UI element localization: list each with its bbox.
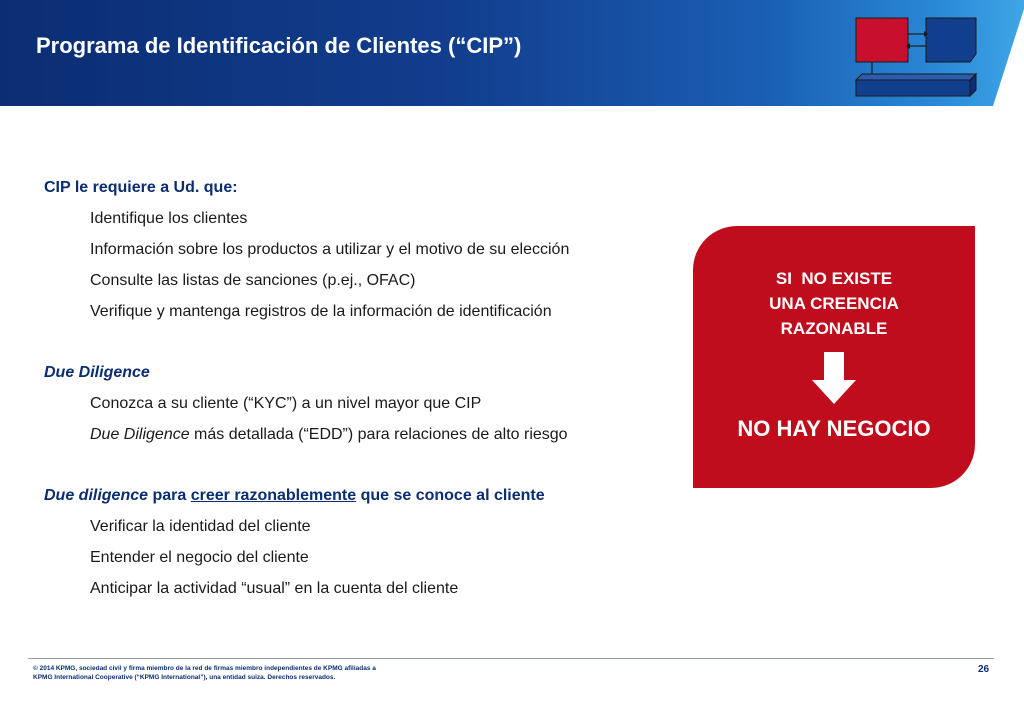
footer-divider <box>28 658 994 659</box>
footer-copyright: © 2014 KPMG, sociedad civil y firma miembro de la red de firmas miembro independientes de KPMG afiliadas a KPMG International Cooperative (“KPMG International”), una entidad suiza. Derechos reservados. <box>33 665 376 681</box>
list-item: Verifique y mantenga registros de la información de identificación <box>90 303 552 320</box>
list-item: Anticipar la actividad “usual” en la cuenta del cliente <box>90 580 459 597</box>
list-item: Conozca a su cliente (“KYC”) a un nivel mayor que CIP <box>90 395 482 412</box>
list-item: Información sobre los productos a utilizar y el motivo de su elección <box>90 241 570 258</box>
page-title: Programa de Identificación de Clientes (“CIP”) <box>36 33 522 58</box>
cip-heading: CIP le requiere a Ud. que: <box>44 179 238 196</box>
list-item: Verificar la identidad del cliente <box>90 518 311 535</box>
item-text: más detallada (“EDD”) para relaciones de alto riesgo <box>189 426 568 443</box>
down-arrow-icon <box>812 352 856 404</box>
list-item: Entender el negocio del cliente <box>90 549 309 566</box>
list-item: Identifique los clientes <box>90 210 248 227</box>
callout-box <box>693 226 975 488</box>
list-item: Consulte las listas de sanciones (p.ej., OFAC) <box>90 272 416 289</box>
item-italic-term: Due Diligence <box>90 426 190 443</box>
process-blocks-icon <box>852 14 982 100</box>
due-diligence-heading: Due Diligence <box>44 364 150 381</box>
callout-condition: SI NO EXISTE UNA CREENCIA RAZONABLE <box>769 269 899 338</box>
list-item <box>44 419 664 450</box>
callout-result: NO HAY NEGOCIO <box>737 416 931 441</box>
underlined-phrase: creer razonablemente <box>190 487 357 504</box>
reasonable-belief-heading: Due diligence para creer razonablemente que se conoce al cliente <box>44 487 545 504</box>
page-number: 26 <box>978 664 990 675</box>
main-content <box>44 172 664 604</box>
